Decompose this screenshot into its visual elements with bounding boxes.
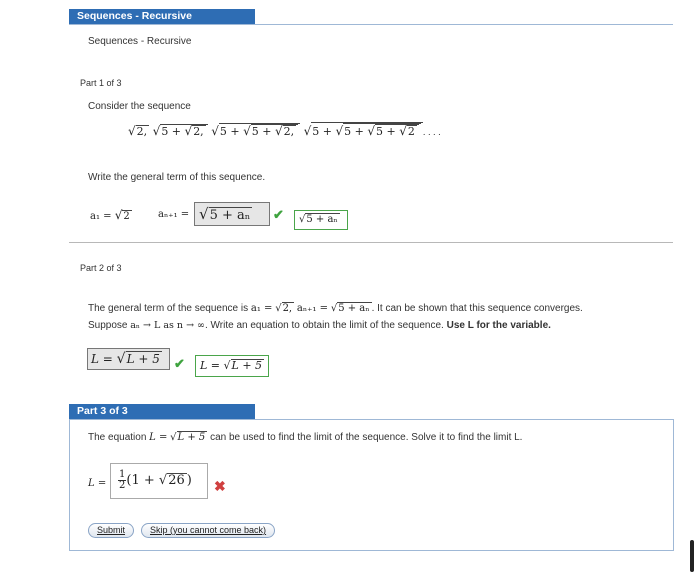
part2-answer-box[interactable]: L = √L + 5 [87, 348, 170, 370]
part1-instruction: Write the general term of this sequence. [88, 172, 266, 183]
radical-icon: √ [303, 124, 312, 138]
radical-icon: √ [275, 303, 282, 314]
radical-icon: √ [128, 124, 136, 138]
page-subtitle: Sequences - Recursive [88, 36, 192, 47]
skip-button[interactable]: Skip (you cannot come back) [141, 523, 275, 538]
part2-line1: The general term of the sequence is a₁ = √2, aₙ₊₁ = √5 + aₙ . It can be shown that this sequence converges. [88, 303, 583, 314]
radical-icon: √ [152, 124, 161, 138]
part3-line: The equation L = √L + 5 can be used to find the limit of the sequence. Solve it to find the limit L. [88, 432, 523, 443]
radical-icon: √ [299, 214, 306, 225]
part1-label: Part 1 of 3 [80, 78, 122, 88]
part1-answer-box[interactable] [194, 202, 270, 226]
part2-answer-value: L + 5 [126, 352, 160, 366]
check-icon: ✔ [273, 207, 284, 222]
sequence-display [128, 122, 441, 138]
part3-answer-box[interactable] [110, 463, 208, 499]
part1-feedback-box: √5 + aₙ [294, 210, 348, 230]
header-divider [69, 24, 673, 25]
a1-formula: a₁ = √2 [90, 208, 130, 222]
seq-term-1: 2, [136, 125, 148, 138]
part1-answer-value: 5 + aₙ [209, 208, 251, 223]
section-tab: Sequences - Recursive [69, 9, 255, 24]
sequence-ellipsis: . . . . [422, 128, 441, 137]
part2-label: Part 2 of 3 [80, 263, 122, 273]
part3-tab: Part 3 of 3 [69, 404, 255, 419]
part3-answer-value: $\frac{1}{2}$ (1 + √26 ) [119, 469, 192, 491]
radical-icon: √ [223, 359, 231, 372]
radical-icon: √ [114, 208, 123, 222]
check-icon: ✔ [174, 356, 185, 371]
recurrence-lhs: aₙ₊₁ = [158, 209, 190, 220]
submit-button[interactable]: Submit [88, 523, 134, 538]
seq-term-3: 5 + √5 + √2, [219, 123, 300, 138]
radical-icon: √ [170, 432, 177, 443]
radical-icon: √ [158, 473, 168, 488]
radical-icon: √ [116, 351, 126, 367]
part1-divider [69, 242, 673, 243]
seq-term-4: 5 + √5 + √5 + √2 [311, 122, 423, 138]
part3-answer-lhs: L = [88, 478, 107, 489]
scrollbar-thumb[interactable] [690, 540, 694, 572]
radical-icon: √ [211, 124, 219, 138]
part2-feedback-box: L = √L + 5 [195, 355, 269, 377]
radical-icon: √ [199, 205, 209, 223]
cross-icon: ✖ [214, 478, 226, 494]
part2-line2: Suppose aₙ → L as n → ∞. Write an equation to obtain the limit of the sequence. Use L for the variable. [88, 320, 551, 331]
radical-icon: √ [330, 303, 338, 314]
seq-term-2: 5 + √2, [160, 124, 207, 138]
part1-prompt: Consider the sequence [88, 101, 191, 112]
